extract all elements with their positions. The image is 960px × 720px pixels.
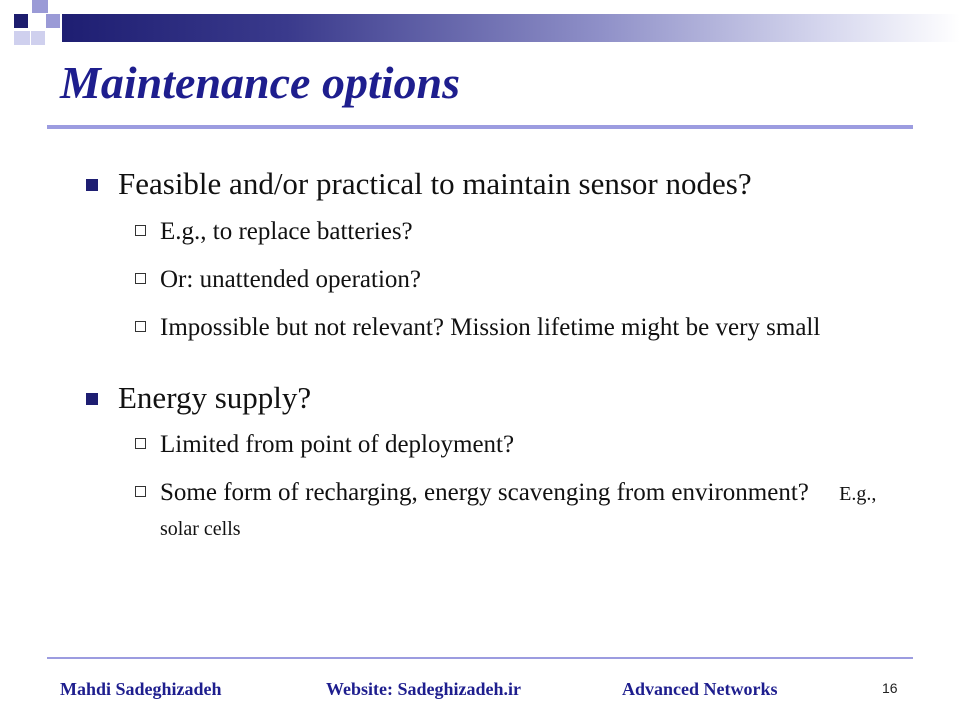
- sub-bullet-item: [80, 428, 880, 461]
- footer-divider: [47, 657, 913, 659]
- sub-bullet-item: [80, 476, 880, 546]
- hollow-square-bullet-icon: [135, 321, 146, 332]
- sub-bullet-text: Some form of recharging, energy scavenging from environment?: [160, 479, 809, 506]
- slide-title: Maintenance options: [60, 57, 461, 108]
- square-bullet-icon: [86, 393, 98, 405]
- footer-website: Website: Sadeghizadeh.ir: [326, 679, 522, 699]
- hollow-square-bullet-icon: [135, 273, 146, 284]
- square-bullet-icon: [86, 179, 98, 191]
- corner-square-pale: [14, 31, 30, 45]
- sub-bullet-note: E.g., solar cells: [160, 483, 877, 540]
- bullet-item: [80, 164, 880, 204]
- corner-square-lavender: [46, 14, 60, 28]
- header-gradient-bar: [62, 14, 960, 42]
- hollow-square-bullet-icon: [135, 225, 146, 236]
- hollow-square-bullet-icon: [135, 438, 146, 449]
- slide-content: [80, 160, 880, 546]
- footer-author: Mahdi Sadeghizadeh: [60, 679, 222, 699]
- sub-bullet-item: [80, 215, 880, 248]
- sub-bullet-text: Impossible but not relevant? Mission lifetime might be very small: [160, 314, 821, 341]
- sub-bullet-item: [80, 263, 880, 296]
- bullet-text: Feasible and/or practical to maintain sensor nodes?: [118, 166, 752, 201]
- corner-square-lavender: [32, 0, 48, 13]
- sub-bullet-text: Limited from point of deployment?: [160, 431, 515, 458]
- title-divider: [47, 125, 913, 129]
- corner-square-navy: [14, 14, 28, 28]
- corner-square-pale: [31, 31, 45, 45]
- bullet-item: [80, 378, 880, 418]
- footer-course: Advanced Networks: [622, 679, 778, 699]
- bullet-text: Energy supply?: [118, 380, 312, 415]
- page-number: 16: [882, 680, 898, 696]
- sub-bullet-text: Or: unattended operation?: [160, 266, 422, 293]
- sub-bullet-text: E.g., to replace batteries?: [160, 218, 413, 245]
- hollow-square-bullet-icon: [135, 486, 146, 497]
- sub-bullet-item: [80, 311, 880, 344]
